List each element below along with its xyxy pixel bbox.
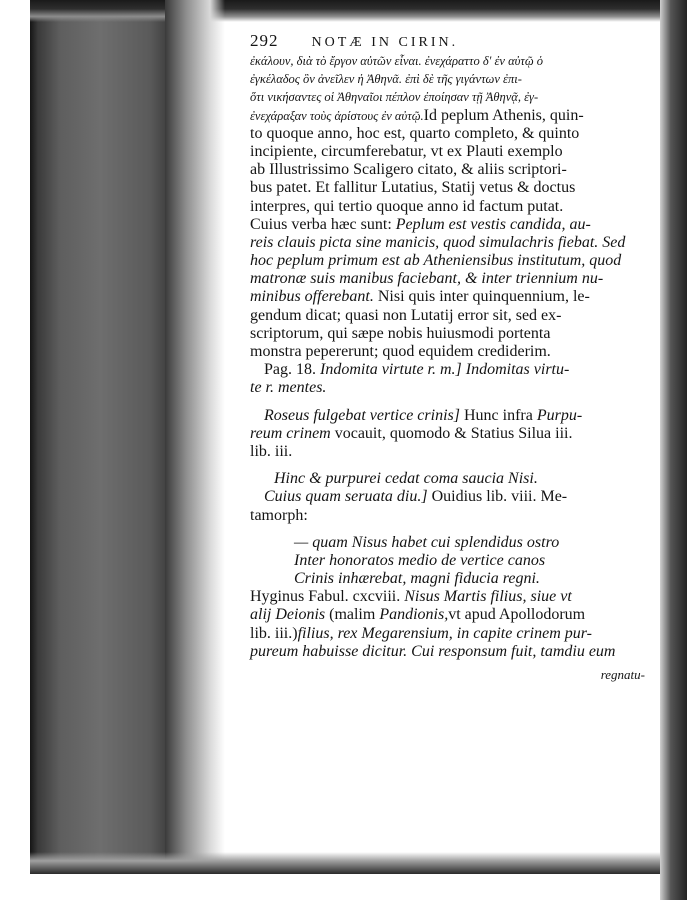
text-line: tamorph: bbox=[250, 506, 308, 524]
text-line: interpres, qui tertio quoque anno id factum putat. bbox=[250, 197, 564, 215]
text-line bbox=[250, 425, 655, 443]
page-number: 292 bbox=[250, 31, 279, 50]
top-page-edge bbox=[30, 0, 670, 22]
roman-fragment: vt apud Apollodorum bbox=[448, 606, 586, 624]
lemma: Indomita virtute r. m.] bbox=[320, 361, 462, 379]
running-title: NOTÆ IN CIRIN. bbox=[311, 35, 459, 50]
text-line: lib. iii. bbox=[250, 442, 293, 460]
verse-line: — quam Nisus habet cui splendidus ostro bbox=[294, 533, 560, 551]
text-line: matronæ suis manibus faciebant, & inter triennium nu- bbox=[250, 270, 604, 288]
roman-fragment: lib. iii.) bbox=[250, 624, 298, 642]
book-spine bbox=[30, 0, 180, 872]
roman-fragment: Hunc infra bbox=[463, 406, 533, 424]
lemma-line bbox=[250, 488, 655, 506]
text-line: to quoque anno, hoc est, quarto completo, & quinto bbox=[250, 124, 580, 142]
roman-fragment: Nisi quis inter quinquennium, le- bbox=[377, 288, 590, 306]
latin-fragment: Id peplum Athenis, quin- bbox=[423, 106, 584, 124]
roman-fragment: vocauit, quomodo & Statius Silua iii. bbox=[334, 424, 573, 442]
lemma-line bbox=[250, 407, 655, 425]
roman-fragment: Hyginus Fabul. cxcviii. bbox=[250, 588, 401, 606]
italic-fragment: filius, rex Megarensium, in capite crinem pur- bbox=[297, 624, 592, 642]
catchword: regnatu- bbox=[600, 667, 645, 682]
italic-fragment: Purpu- bbox=[536, 406, 583, 424]
greek-line: ἐγκέλαδος ὃν ἀνεῖλεν ἡ Ἀθηνᾶ. ἐπὶ δὲ τῆς γιγάντων ἐπι- bbox=[250, 72, 522, 87]
roman-fragment: Cuius verba hæc sunt: bbox=[250, 215, 392, 233]
italic-fragment: alij Deionis bbox=[250, 606, 326, 624]
greek-line: ὅτι νικήσαντες οἱ Ἀθηναῖοι πέπλον ἐποίησαν τῇ Ἀθηνᾷ, ἐγ- bbox=[250, 90, 539, 105]
text-line: incipiente, circumferebatur, vt ex Plauti exemplo bbox=[250, 142, 563, 160]
lemma-line bbox=[250, 361, 655, 379]
page-gutter-shadow bbox=[165, 0, 225, 872]
right-page-edge bbox=[660, 0, 687, 900]
text-line: gendum dicat; quasi non Lutatij error sit, sed ex- bbox=[250, 306, 562, 324]
text-line bbox=[250, 625, 655, 643]
italic-fragment: Nisus Martis filius, siue vt bbox=[404, 588, 572, 606]
text-line: ab Illustrissimo Scaligero citato, & aliis scriptori- bbox=[250, 161, 567, 179]
verse-quotation: Hinc & purpurei cedat coma saucia Nisi. bbox=[274, 470, 538, 488]
italic-fragment: Pandionis, bbox=[379, 606, 449, 624]
italic-quotation: minibus offerebant. bbox=[250, 288, 374, 306]
text-line bbox=[250, 288, 655, 306]
greek-fragment: ἐνεχάραξαν τοὺς ἀρίστους ἐν αὐτῷ. bbox=[250, 108, 424, 123]
text-line bbox=[250, 216, 655, 234]
text-line: scriptorum, qui sæpe nobis huiusmodi portenta bbox=[250, 324, 551, 342]
text-line: hoc peplum primum est ab Atheniensibus institutum, quod bbox=[250, 252, 622, 270]
bottom-page-edge bbox=[30, 852, 670, 874]
text-line: bus patet. Et fallitur Lutatius, Statij vetus & doctus bbox=[250, 179, 576, 197]
lemma: Roseus fulgebat vertice crinis] bbox=[264, 406, 460, 424]
text-line bbox=[250, 107, 655, 125]
variant-reading: Indomitas virtu- bbox=[465, 361, 570, 379]
verse-line: Inter honoratos medio de vertice canos bbox=[294, 551, 546, 569]
italic-quotation: Peplum est vestis candida, au- bbox=[395, 215, 591, 233]
text-line bbox=[250, 588, 655, 606]
text-line: pureum habuisse dicitur. Cui responsum fuit, tamdiu eum bbox=[250, 642, 616, 660]
page-header bbox=[250, 30, 655, 52]
text-line: monstra pepererunt; quod equidem crediderim. bbox=[250, 343, 551, 360]
roman-fragment: Ouidius lib. viii. Me- bbox=[431, 488, 568, 506]
text-line: te r. mentes. bbox=[250, 379, 327, 397]
lemma: Cuius quam seruata diu.] bbox=[264, 488, 428, 506]
page-text-block bbox=[250, 30, 655, 684]
page-reference: Pag. 18. bbox=[264, 361, 316, 379]
text-line bbox=[250, 606, 655, 624]
roman-fragment: (malim bbox=[329, 606, 376, 624]
greek-line: ἐκάλουν, διὰ τὸ ἔργον αὐτῶν εἶναι. ἐνεχάραττο δ' ἐν αὐτῷ ὁ bbox=[250, 54, 544, 68]
verse-line: Crinis inhærebat, magni fiducia regni. bbox=[294, 570, 540, 588]
text-line: reis clauis picta sine manicis, quod simulachris fiebat. Sed bbox=[250, 233, 626, 251]
italic-fragment: reum crinem bbox=[250, 424, 331, 442]
